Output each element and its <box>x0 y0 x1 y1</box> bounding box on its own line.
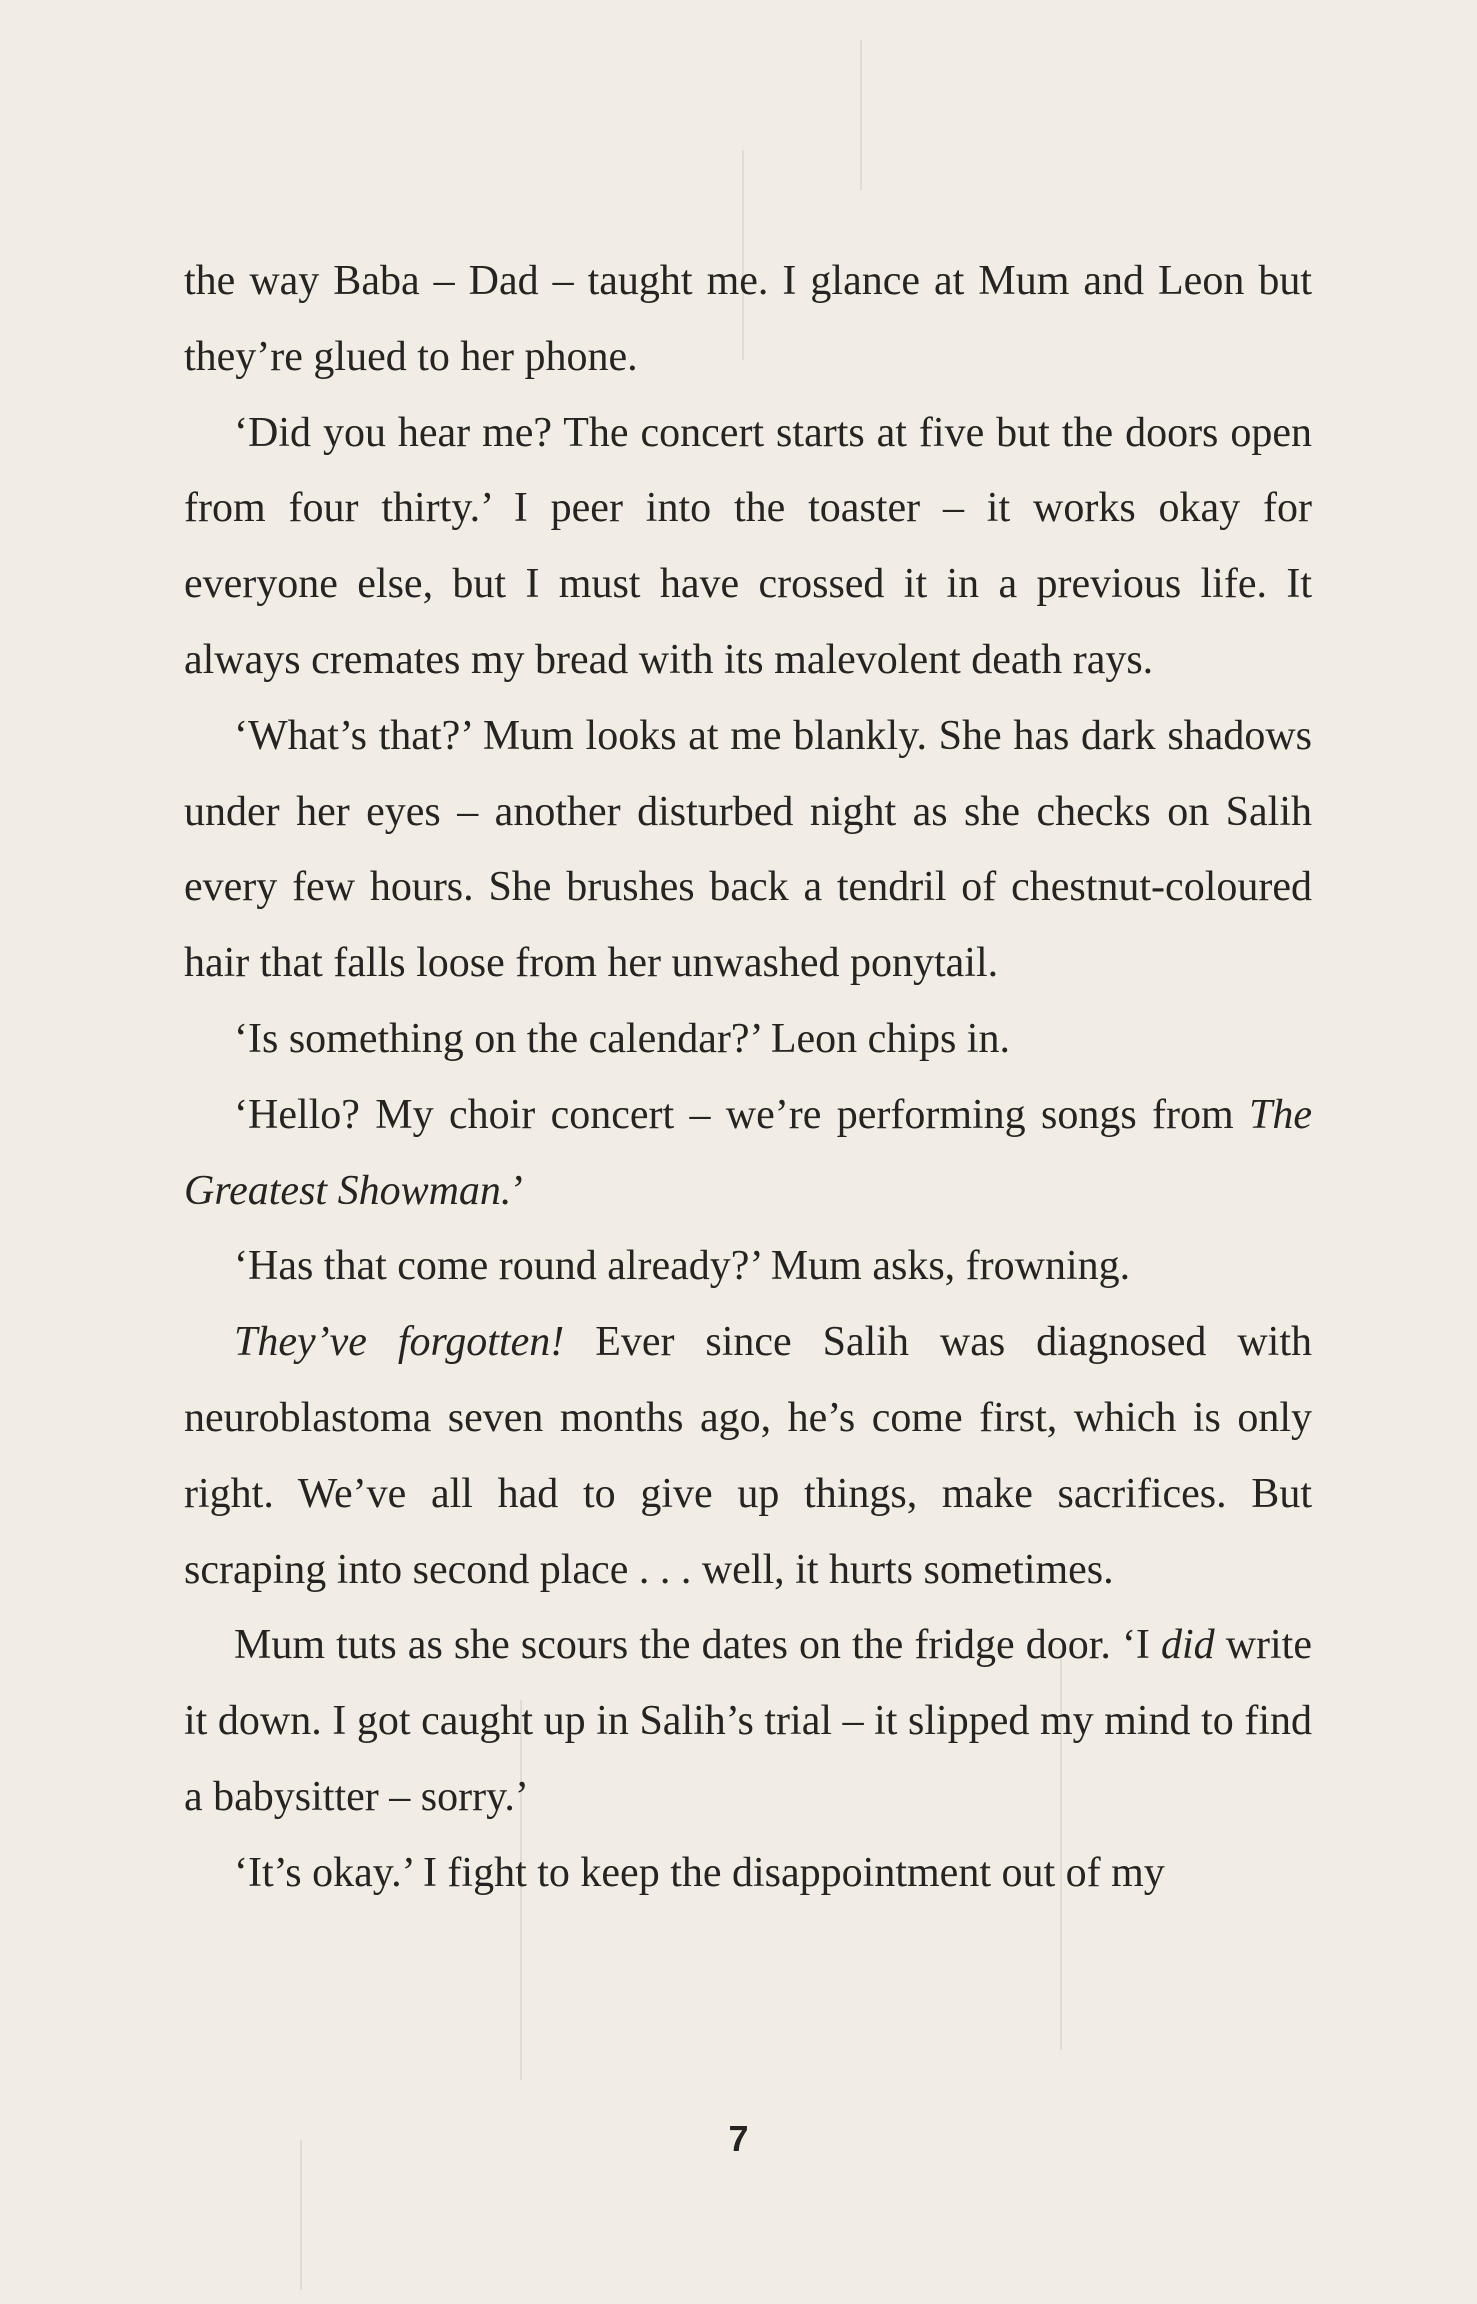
text-run: Ever since Salih was diagnosed with neuroblastoma seven months ago, he’s come first, which is only right. We’ve all had to give up things, make sacrifices. But scraping into second place . . . well, it hurts sometimes. <box>184 1319 1312 1593</box>
italic-text: They’ve forgotten! <box>234 1319 565 1366</box>
page-number: 7 <box>728 2118 749 2159</box>
paragraph <box>184 699 1312 1002</box>
text-run: Mum tuts as she scours the dates on the fridge door. ‘I <box>234 1622 1161 1669</box>
paragraph <box>184 1608 1312 1835</box>
paragraph <box>184 1229 1312 1305</box>
paragraph <box>184 1002 1312 1078</box>
text-run: write it down. I got caught up in Salih’s trial – it slipped my mind to find a babysitter – sorry.’ <box>184 1622 1312 1820</box>
paragraph <box>184 1836 1312 1912</box>
text-run: ‘Has that come round already?’ Mum asks, frowning. <box>234 1243 1131 1290</box>
scan-mark <box>860 40 862 190</box>
body-text <box>184 244 1312 1912</box>
italic-text: did <box>1160 1622 1215 1669</box>
text-run: the way Baba – Dad – taught me. I glance at Mum and Leon but they’re glued to her phone. <box>184 258 1312 380</box>
paragraph <box>184 396 1312 699</box>
scan-mark <box>300 2140 302 2290</box>
text-run: ‘Hello? My choir concert – we’re performing songs from <box>234 1091 1249 1138</box>
text-run: ‘What’s that?’ Mum looks at me blankly. She has dark shadows under her eyes – another disturbed night as she checks on Salih every few hours. She brushes back a tendril of chestnut-coloured hair that falls loose from her unwashed ponytail. <box>184 712 1312 987</box>
text-run: ’ <box>511 1167 526 1214</box>
text-run: ‘It’s okay.’ I fight to keep the disappointment out of my <box>234 1849 1165 1896</box>
paragraph <box>184 1305 1312 1608</box>
paragraph <box>184 244 1312 396</box>
italic-text: The Greatest Showman. <box>184 1091 1312 1214</box>
text-run: ‘Is something on the calendar?’ Leon chips in. <box>234 1015 1010 1062</box>
paragraph <box>184 1078 1312 1230</box>
text-run: ‘Did you hear me? The concert starts at five but the doors open from four thirty.’ I peer into the toaster – it works okay for everyone else, but I must have crossed it in a previous life. It always cremates my bread with its malevolent death rays. <box>184 409 1312 683</box>
